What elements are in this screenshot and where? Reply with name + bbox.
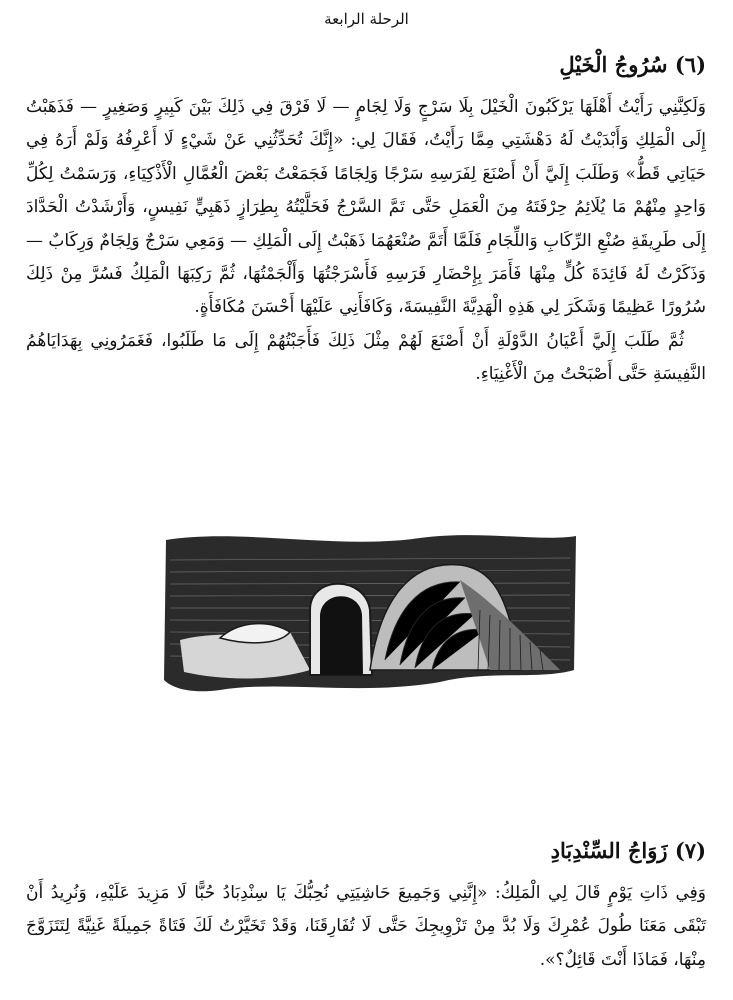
engraving-illustration	[160, 520, 582, 710]
section-title: (٦) سُرُوجُ الْخَيْلِ	[559, 52, 706, 77]
running-header: الرحلة الرابعة	[324, 10, 409, 28]
section-marriage	[26, 838, 706, 977]
section-title: (٧) زَوَاجُ السِّنْدِبَادِ	[550, 838, 706, 863]
paragraph: ثُمَّ طَلَبَ إِلَيَّ أَعْيَانُ الدَّوْلَةِ أَنْ أَصْنَعَ لَهُمْ مِثْلَ ذَلِكَ فَأَجَبْتُهُمْ إِلَى مَا طَلَبُوا، فَغَمَرُونِي بِهَدَايَاهُمُ النَّفِيسَةِ حَتَّى أَصْبَحْتُ مِنَ الْأَغْنِيَاءِ.	[26, 330, 706, 385]
paragraph: وَفِي ذَاتِ يَوْمٍ قَالَ لِي الْمَلِكُ: «إِنَّنِي وَجَمِيعَ حَاشِيَتِي نُحِبُّكَ يَا سِنْدِبَادُ حُبًّا لَا مَزِيدَ عَلَيْهِ، وَنُرِيدُ أَنْ تَبْقَى مَعَنَا طُولَ عُمْرِكَ وَلَا بُدَّ مِنْ تَزْوِيجِكَ حَتَّى لَا تُفَارِقَنَا، وَقَدْ تَخَيَّرْتُ لَكَ فَتَاةً جَمِيلَةً غَنِيَّةً لِتَتَزَوَّجَ مِنْهَا، فَمَاذَا أَنْتَ قَائِلٌ؟».	[26, 883, 706, 970]
paragraph: وَلَكِنَّنِي رَأَيْتُ أَهْلَهَا يَرْكَبُونَ الْخَيْلَ بِلَا سَرْجٍ وَلَا لِجَامٍ — لَا فَرْقَ فِي ذَلِكَ بَيْنَ كَبِيرٍ وَصَغِيرٍ — فَذَهَبْتُ إِلَى الْمَلِكِ وَأَبْدَيْتُ لَهُ دَهْشَتِي مِمَّا رَأَيْتُ، فَقَالَ لِي: «إِنَّكَ تُحَدِّثُنِي عَنْ شَيْءٍ لَا أَعْرِفُهُ وَلَمْ أَرَهُ فِي حَيَاتِي قَطُّ» وَطَلَبَ إِلَيَّ أَنْ أَصْنَعَ لِفَرَسِهِ سَرْجًا وَلِجَامًا فَجَمَعْتُ بَعْضَ الْعُمَّالِ الْأَذْكِيَاءِ، وَرَسَمْتُ لِكُلِّ وَاحِدٍ مِنْهُمْ مَا يُلَائِمُ حِرْفَتَهُ مِنَ الْعَمَلِ حَتَّى تَمَّ السَّرْجُ فَحَلَّيْتُهُ بِطِرَازٍ ذَهَبِيٍّ نَفِيسٍ، وَأَرْشَدْتُ الْحَدَّادَ إِلَى طَرِيقَةِ صُنْعِ الرِّكَابِ وَاللِّجَامِ فَلَمَّا أَتَمَّ صُنْعَهُمَا ذَهَبْتُ إِلَى الْمَلِكِ — وَمَعِي سَرْجٌ وَلِجَامٌ وَرِكَابٌ — وَذَكَرْتُ لَهُ فَائِدَةَ كُلٍّ مِنْهَا فَأَمَرَ بِإِحْضَارِ فَرَسِهِ فَأَسْرَجْتُهَا وَأَلْجَمْتُهَا، ثُمَّ رَكِبَهَا الْمَلِكُ فَسُرَّ مِنْ ذَلِكَ سُرُورًا عَظِيمًا وَشَكَرَ لِي هَذِهِ الْهَدِيَّةَ النَّفِيسَةَ، وَكَافَأَنِي عَلَيْهَا أَحْسَنَ مُكَافَأَةٍ.	[26, 97, 706, 318]
section-saddles	[26, 52, 706, 392]
